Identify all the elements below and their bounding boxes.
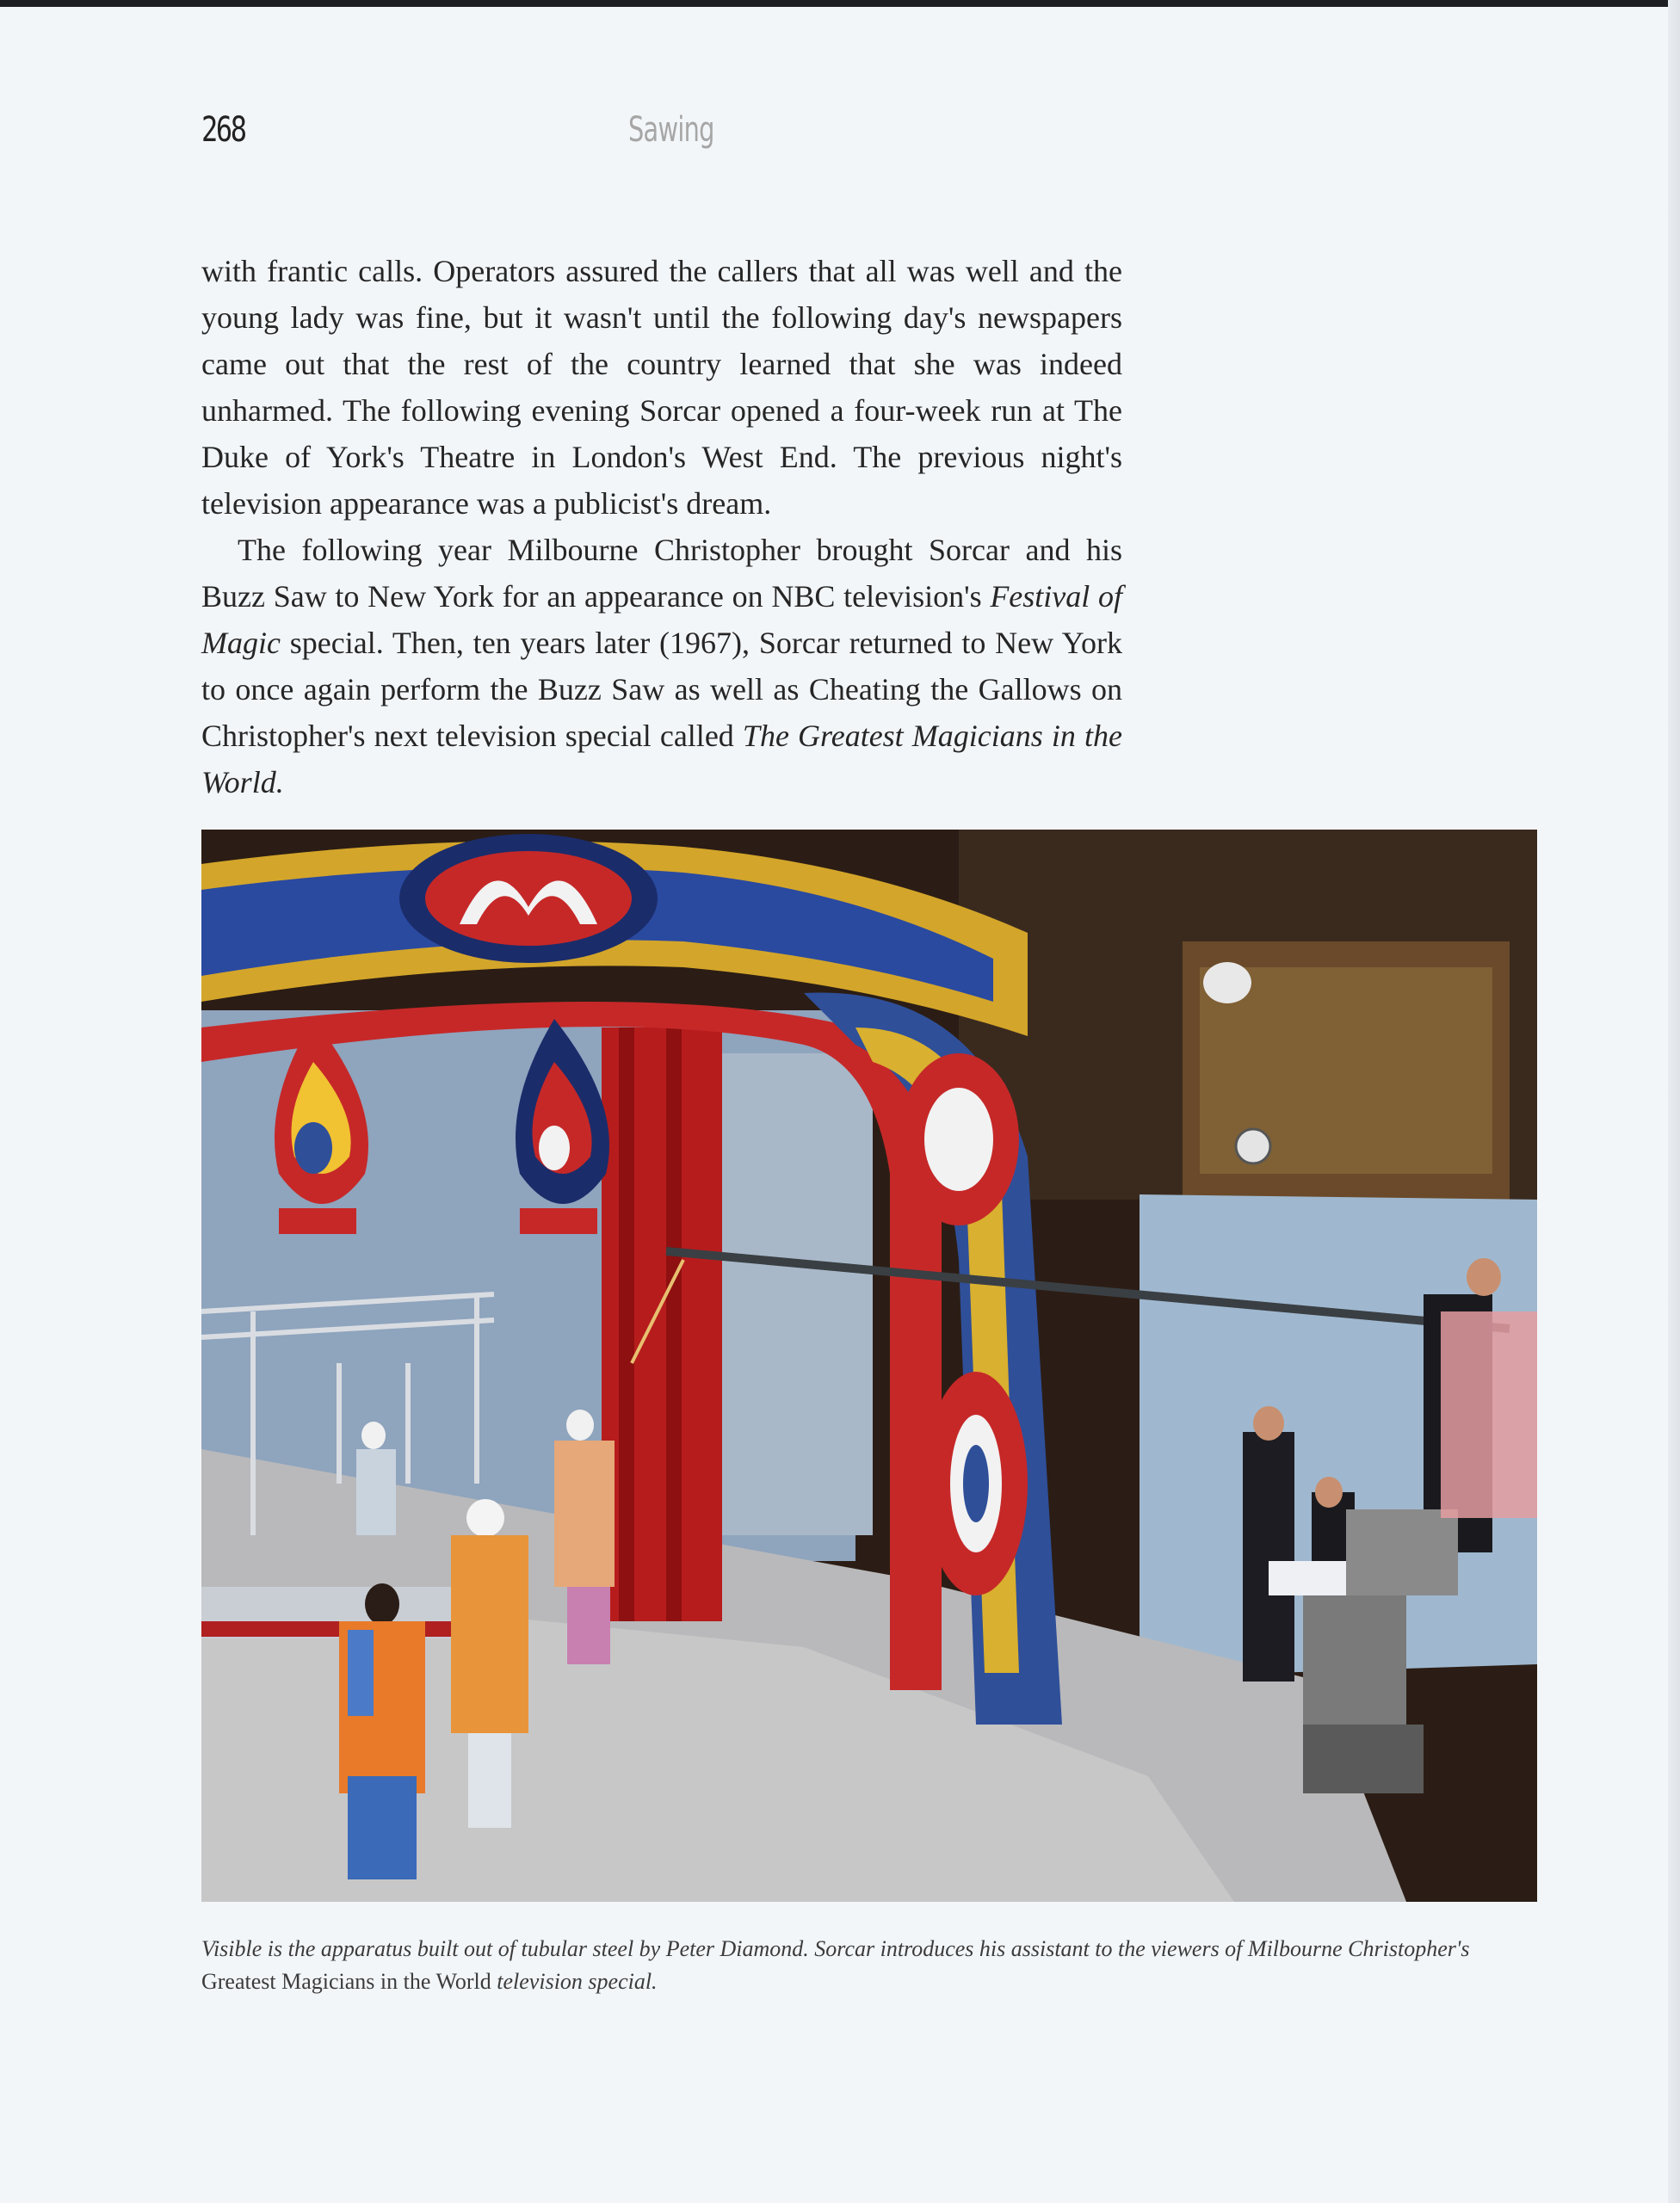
section-title: Sawing <box>628 110 714 150</box>
page-number: 268 <box>201 110 245 150</box>
body-text <box>201 248 1122 805</box>
text-run: The following year Milbourne Christopher brought Sorcar and his Buzz Saw to New York for an appearance on NBC television's <box>201 533 1122 614</box>
scan-edge-right <box>1668 0 1680 2203</box>
paragraph: with frantic calls. Operators assured the callers that all was well and the young lady was fine, but it wasn't until the following day's newspapers came out that the rest of the country learned that she was indeed unharmed. The following evening Sorcar opened a four-week run at The Duke of York's Theatre in London's West End. The previous night's television appearance was a publicist's dream. <box>201 254 1122 521</box>
scan-edge-top <box>0 0 1680 7</box>
paragraph <box>201 527 1122 805</box>
caption-text: Visible is the apparatus built out of tubular steel by Peter Diamond. Sorcar introduces his assistant to the viewers of Milbourne Christopher's <box>201 1936 1470 1961</box>
stage-photo-illustration <box>201 830 1537 1902</box>
stage-photo <box>201 830 1537 1902</box>
caption-text: television special. <box>491 1969 658 1994</box>
running-header <box>201 110 1062 162</box>
text-run: special. Then, ten years later (1967), Sorcar returned to New York to once again perform the Buzz Saw as well as Cheating the Gallows on Christopher's next television special called <box>201 626 1122 753</box>
show-title: The Greatest Magicians in the World. <box>201 719 1122 799</box>
figure-caption <box>201 1933 1544 1998</box>
show-title: Festival of Magic <box>201 579 1123 660</box>
caption-title: Greatest Magicians in the World <box>201 1969 491 1994</box>
